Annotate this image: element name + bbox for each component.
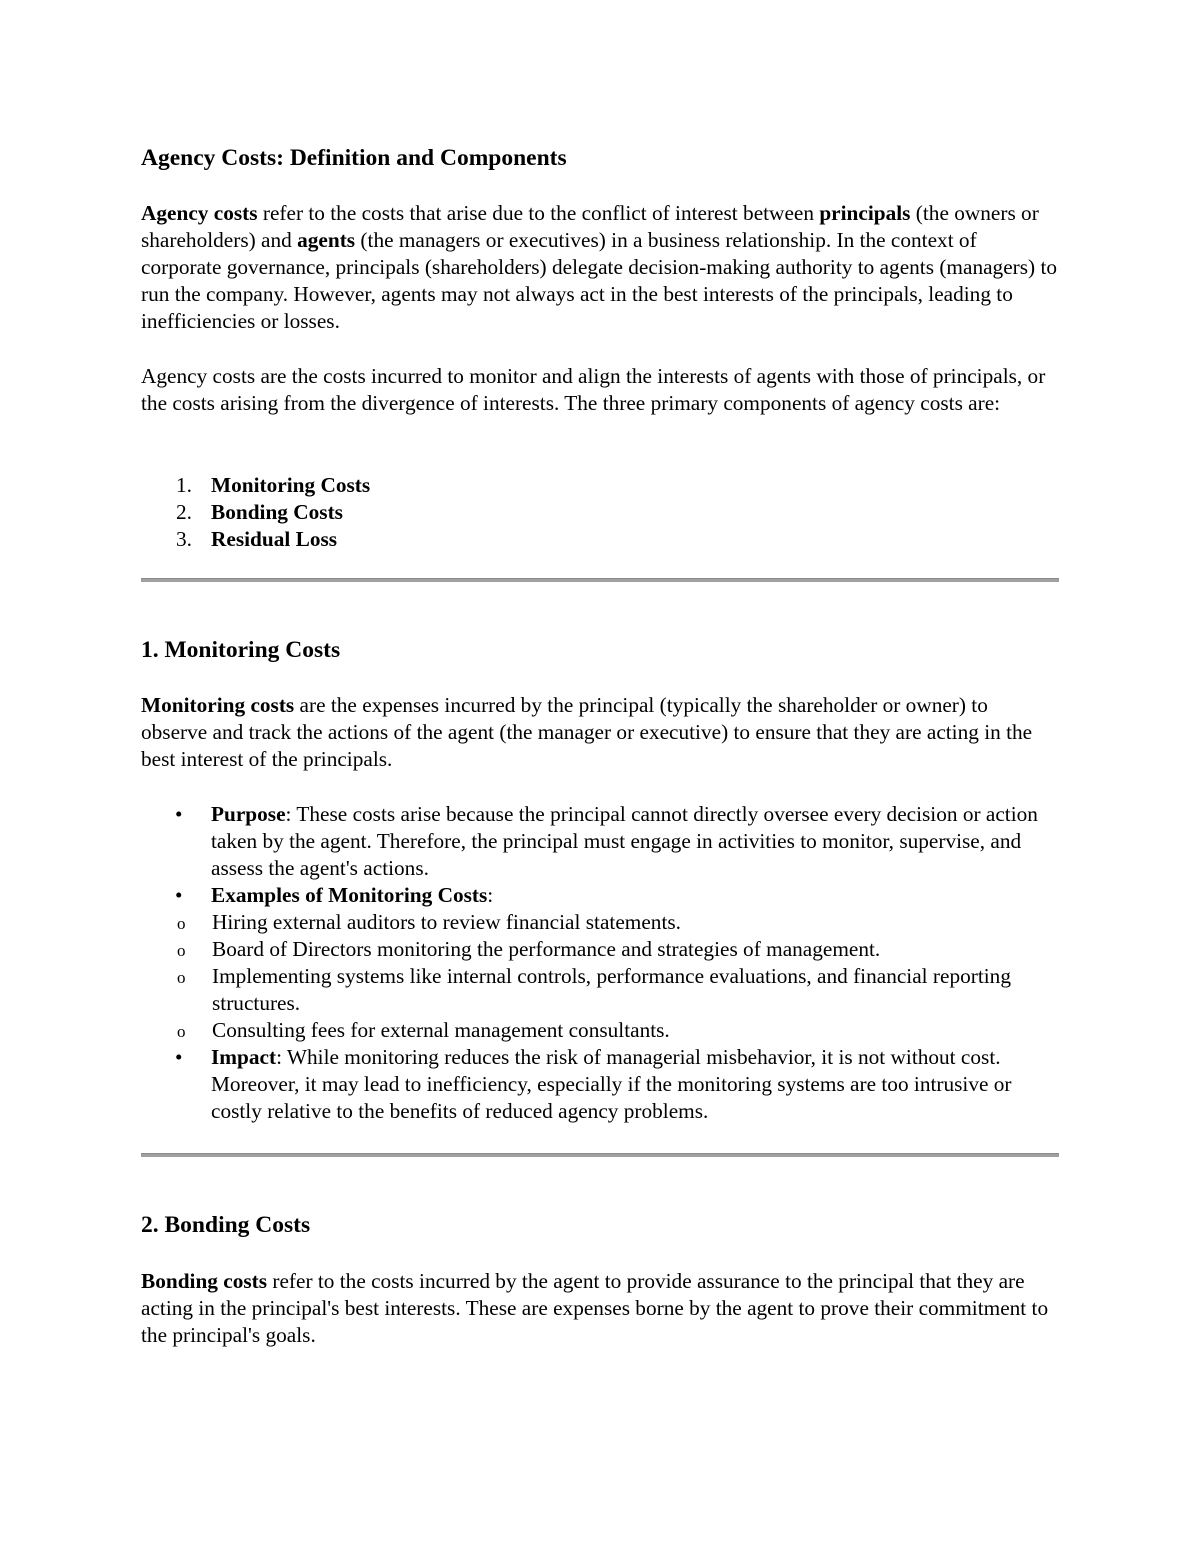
bonding-paragraph (141, 1268, 1059, 1349)
horizontal-rule (141, 578, 1059, 582)
term-agents: agents (297, 228, 356, 252)
list-number: 3. (176, 527, 192, 551)
sub-bullet-icon: o (177, 941, 186, 960)
examples-sublist (141, 909, 1059, 1044)
term-bonding-costs: Bonding costs (141, 1269, 268, 1293)
term-principals: principals (819, 201, 911, 225)
example-text: Consulting fees for external management consultants. (212, 1018, 670, 1042)
bullet-icon: • (175, 802, 183, 826)
monitoring-bullets (141, 801, 1059, 1125)
monitoring-paragraph (141, 692, 1059, 773)
intro-text-2: (the owners or shareholders) and (141, 201, 1039, 252)
components-list (141, 472, 1059, 553)
impact-label: Impact (211, 1045, 277, 1069)
component-label: Residual Loss (211, 527, 338, 551)
list-item (141, 526, 1059, 553)
example-text: Board of Directors monitoring the performance and strategies of management. (212, 937, 881, 961)
component-label: Monitoring Costs (211, 473, 371, 497)
bullet-item-impact (141, 1044, 1059, 1125)
section-heading-bonding: 2. Bonding Costs (141, 1212, 311, 1238)
bullet-icon: • (175, 1045, 183, 1069)
impact-text: : While monitoring reduces the risk of managerial misbehavior, it is not without cost. Moreover, it may lead to inefficiency, especially if the monitoring systems are too intrusive or costly relative to the benefits of reduced agency problems. (211, 1045, 1012, 1123)
bullet-item-purpose (141, 801, 1059, 882)
examples-label: Examples of Monitoring Costs (211, 883, 488, 907)
bullet-item-examples (141, 882, 1059, 1044)
component-label: Bonding Costs (211, 500, 343, 524)
list-item (141, 499, 1059, 526)
term-agency-costs: Agency costs (141, 201, 258, 225)
intro-paragraph-1 (141, 200, 1059, 335)
bonding-text: refer to the costs incurred by the agent to provide assurance to the principal that they are acting in the principal's best interests. These are expenses borne by the agent to prove their commitment to the principal's goals. (141, 1269, 1049, 1347)
example-text: Implementing systems like internal controls, performance evaluations, and financial reporting structures. (212, 964, 1011, 1015)
sub-list-item (141, 1017, 1059, 1044)
sub-bullet-icon: o (177, 1022, 186, 1041)
bullet-icon: • (175, 883, 183, 907)
sub-list-item (141, 909, 1059, 936)
document-title: Agency Costs: Definition and Components (141, 145, 567, 171)
intro-text-1: refer to the costs that arise due to the conflict of interest between (257, 201, 820, 225)
sub-bullet-icon: o (177, 914, 186, 933)
example-text: Hiring external auditors to review financial statements. (212, 910, 681, 934)
term-monitoring-costs: Monitoring costs (141, 693, 295, 717)
purpose-label: Purpose (211, 802, 286, 826)
horizontal-rule (141, 1153, 1059, 1157)
list-number: 2. (176, 500, 192, 524)
list-item (141, 472, 1059, 499)
examples-colon: : (487, 883, 494, 907)
intro-text-3: (the managers or executives) in a business relationship. In the context of corporate governance, principals (shareholders) delegate decision-making authority to agents (managers) to run the company. However, agents may not always act in the best interests of the principals, leading to inefficiencies or losses. (141, 228, 1058, 333)
monitoring-text: are the expenses incurred by the principal (typically the shareholder or owner) to observe and track the actions of the agent (the manager or executive) to ensure that they are acting in the best interest of the principals. (141, 693, 1033, 771)
purpose-text: : These costs arise because the principal cannot directly oversee every decision or action taken by the agent. Therefore, the principal must engage in activities to monitor, supervise, and assess the agent's actions. (211, 802, 1038, 880)
intro-paragraph-2: Agency costs are the costs incurred to monitor and align the interests of agents with those of principals, or the costs arising from the divergence of interests. The three primary components of agency costs are: (141, 364, 1046, 415)
list-number: 1. (176, 473, 192, 497)
section-heading-monitoring: 1. Monitoring Costs (141, 637, 341, 663)
sub-list-item (141, 936, 1059, 963)
sub-list-item (141, 963, 1059, 1017)
sub-bullet-icon: o (177, 968, 186, 987)
